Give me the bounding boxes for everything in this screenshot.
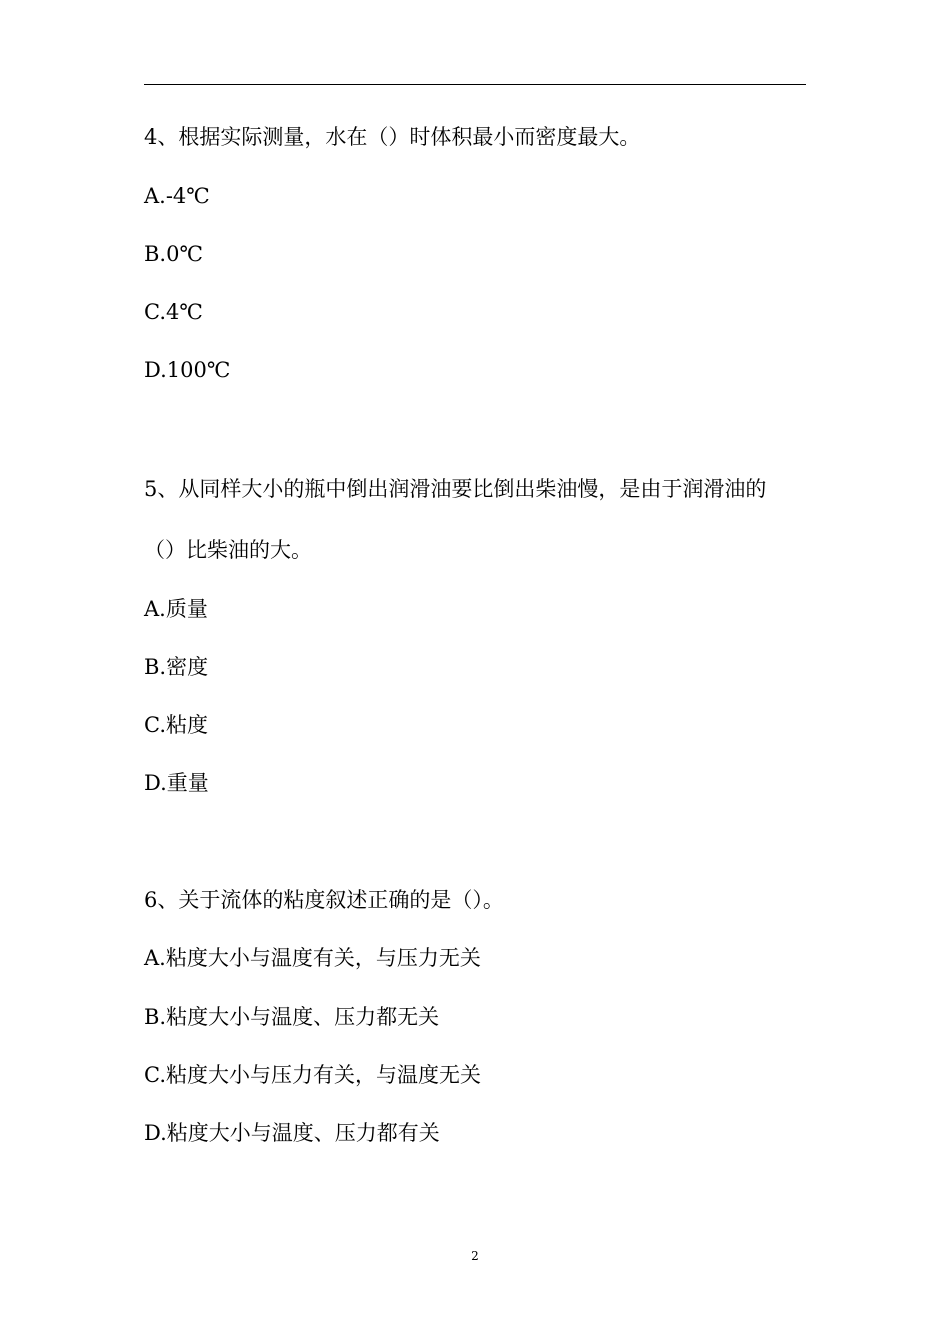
question-5-option-a: A.质量	[144, 597, 208, 621]
question-5-option-d: D.重量	[144, 771, 209, 795]
question-5-stem-line-1: 5、从同样大小的瓶中倒出润滑油要比倒出柴油慢，是由于润滑油的	[144, 477, 767, 501]
question-4-stem: 4、根据实际测量，水在（）时体积最小而密度最大。	[144, 125, 641, 149]
question-6-option-b: B.粘度大小与温度、压力都无关	[144, 1005, 440, 1029]
question-4-option-c: C.4℃	[144, 300, 203, 324]
question-5-option-c: C.粘度	[144, 713, 208, 737]
question-4-option-a: A.-4℃	[144, 184, 210, 208]
question-4-option-d: D.100℃	[144, 358, 231, 382]
question-4-option-b: B.0℃	[144, 242, 203, 266]
question-6-option-a: A.粘度大小与温度有关，与压力无关	[144, 946, 481, 970]
header-rule	[144, 84, 806, 85]
question-5-option-b: B.密度	[144, 655, 209, 679]
question-5-stem-line-2: （）比柴油的大。	[144, 538, 312, 562]
question-6-option-c: C.粘度大小与压力有关，与温度无关	[144, 1063, 481, 1087]
page-number: 2	[471, 1249, 479, 1263]
question-6-option-d: D.粘度大小与温度、压力都有关	[144, 1121, 440, 1145]
question-6-stem: 6、关于流体的粘度叙述正确的是（）。	[144, 888, 504, 912]
